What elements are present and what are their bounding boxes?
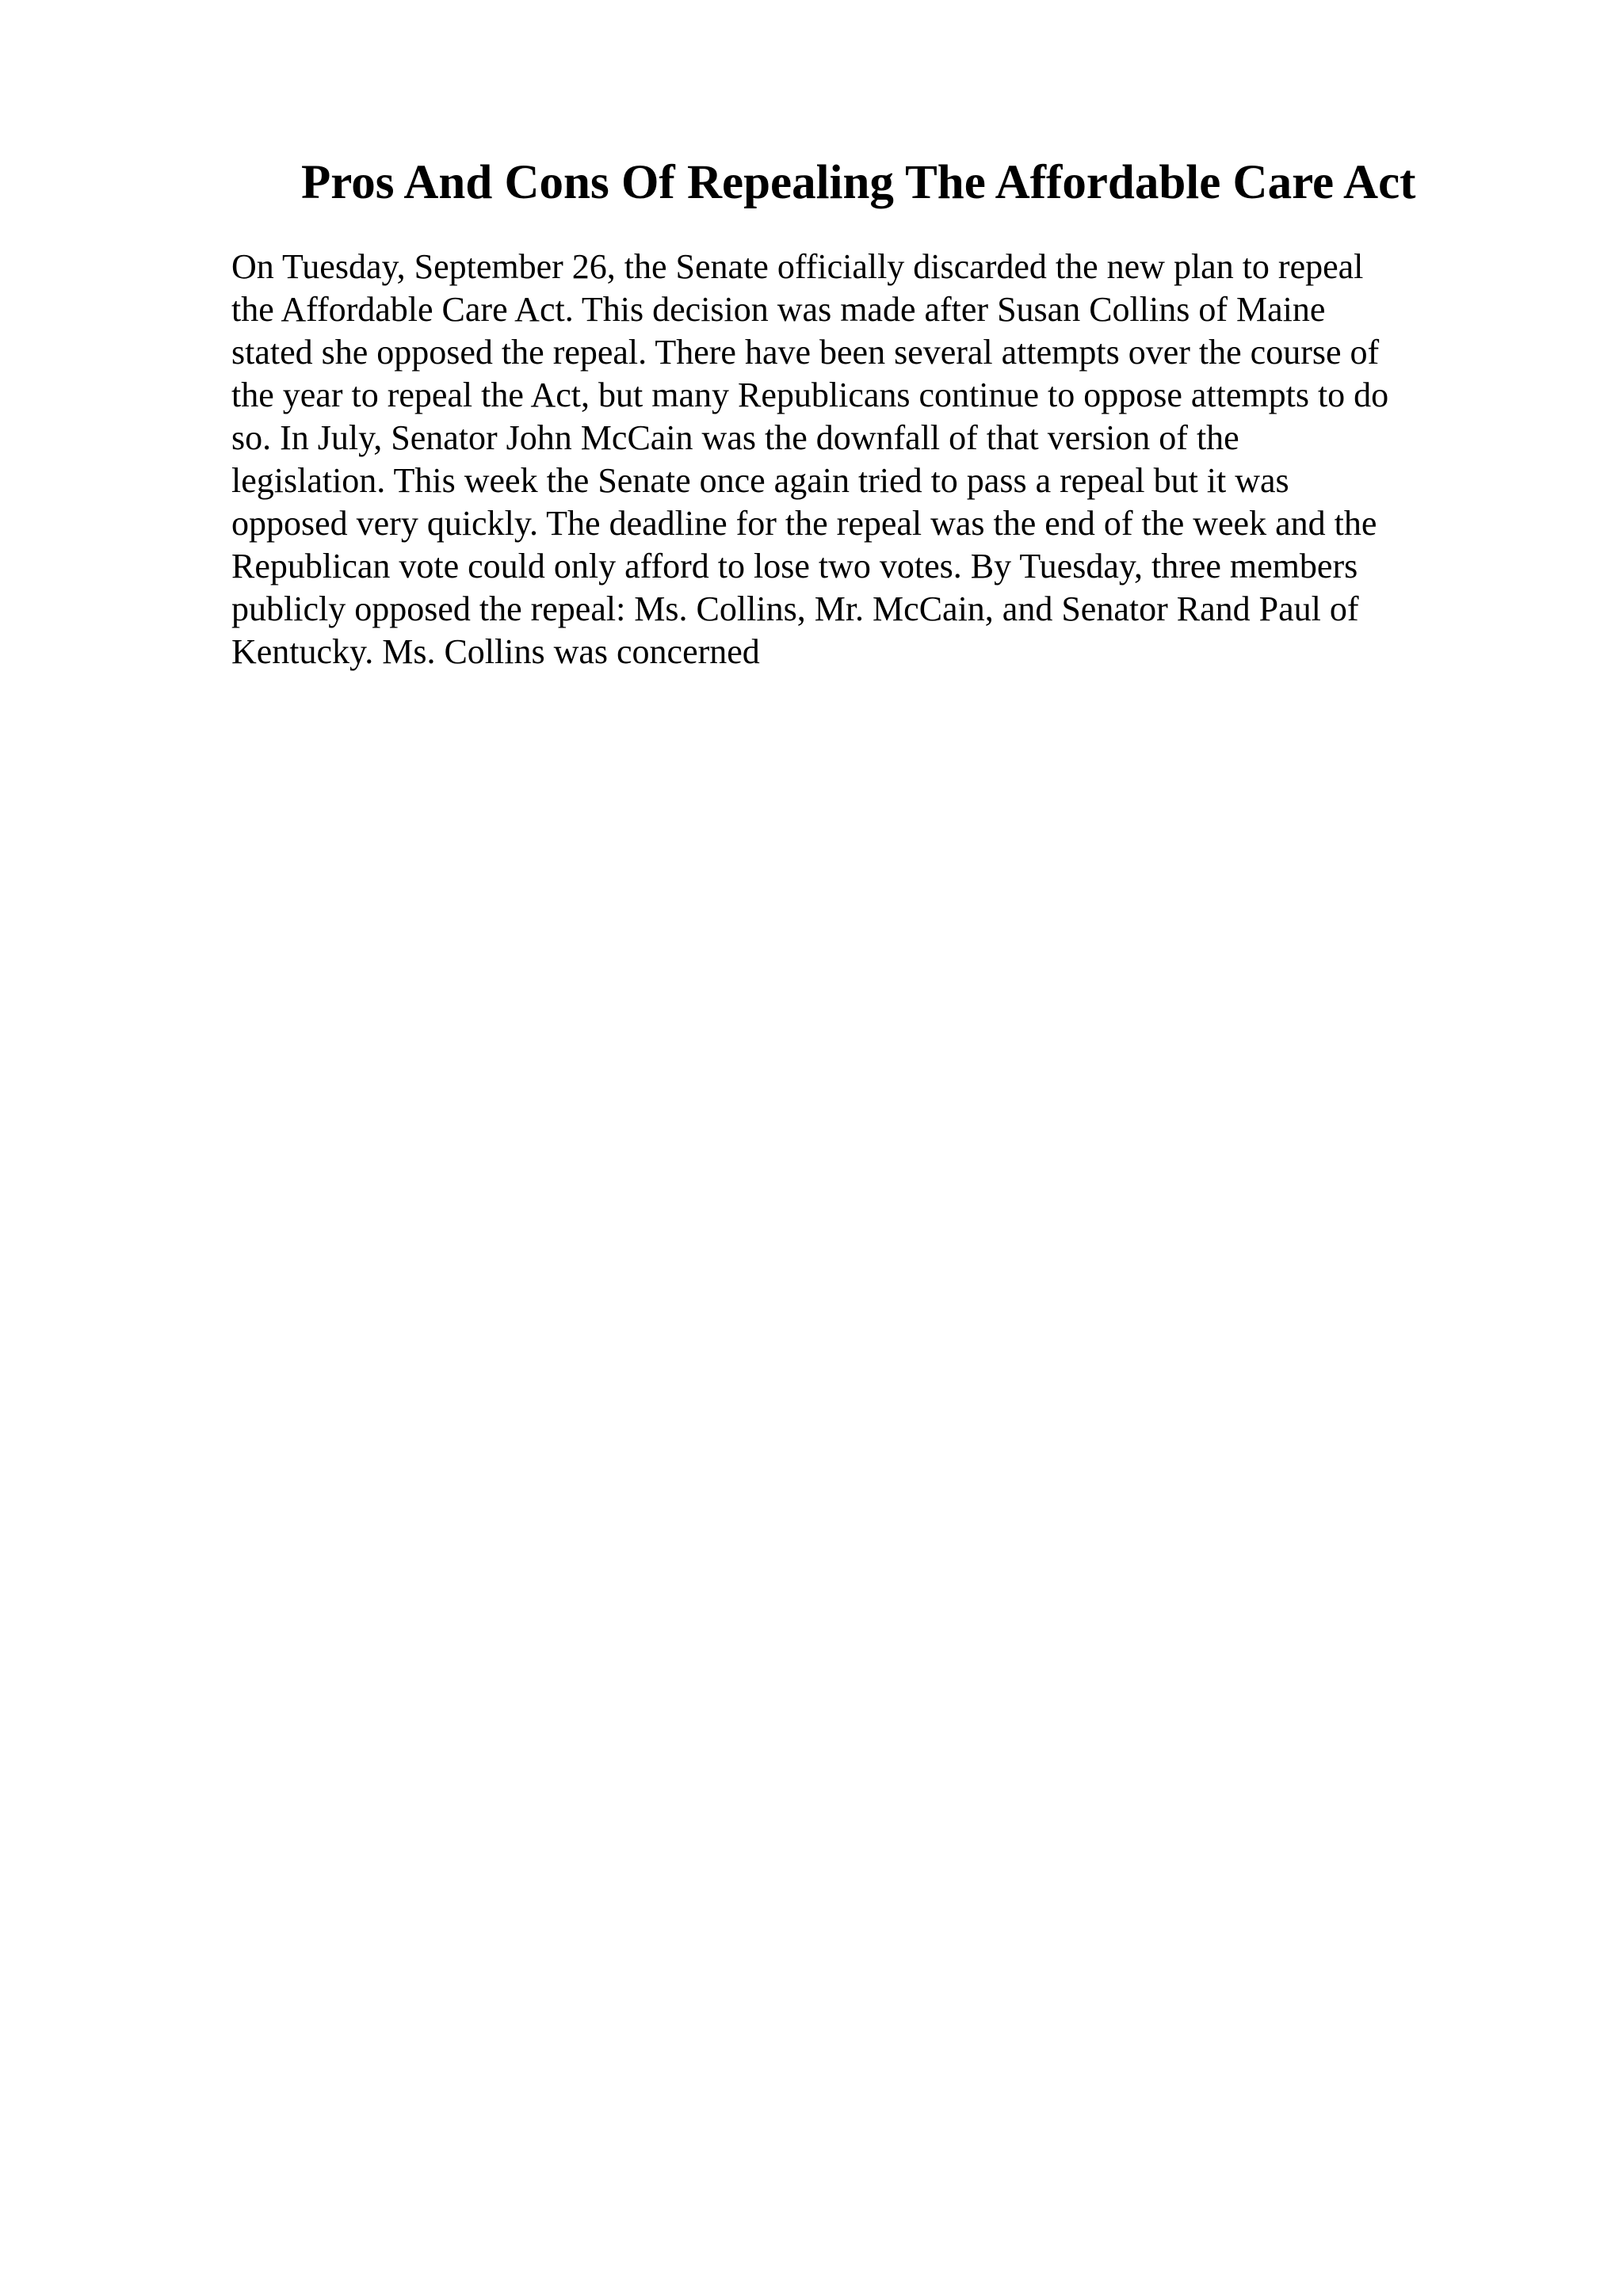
body-line: the year to repeal the Act, but many Republicans continue to oppose attempts to do <box>231 376 1389 414</box>
body-line: legislation. This week the Senate once again tried to pass a repeal but it was <box>231 461 1289 500</box>
document-title: Pros And Cons Of Repealing The Affordable Care Act <box>301 156 1416 209</box>
body-line: opposed very quickly. The deadline for the repeal was the end of the week and the <box>231 504 1377 543</box>
body-line: so. In July, Senator John McCain was the downfall of that version of the <box>231 418 1239 457</box>
body-line: publicly opposed the repeal: Ms. Collins, Mr. McCain, and Senator Rand Paul of <box>231 589 1359 628</box>
body-line: stated she opposed the repeal. There have been several attempts over the course of <box>231 333 1380 372</box>
document-body <box>231 246 1484 673</box>
body-line: the Affordable Care Act. This decision was made after Susan Collins of Maine <box>231 290 1326 329</box>
body-line: Republican vote could only afford to lose two votes. By Tuesday, three members <box>231 547 1358 585</box>
body-line: Kentucky. Ms. Collins was concerned <box>231 632 760 671</box>
body-line: On Tuesday, September 26, the Senate officially discarded the new plan to repeal <box>231 247 1364 286</box>
